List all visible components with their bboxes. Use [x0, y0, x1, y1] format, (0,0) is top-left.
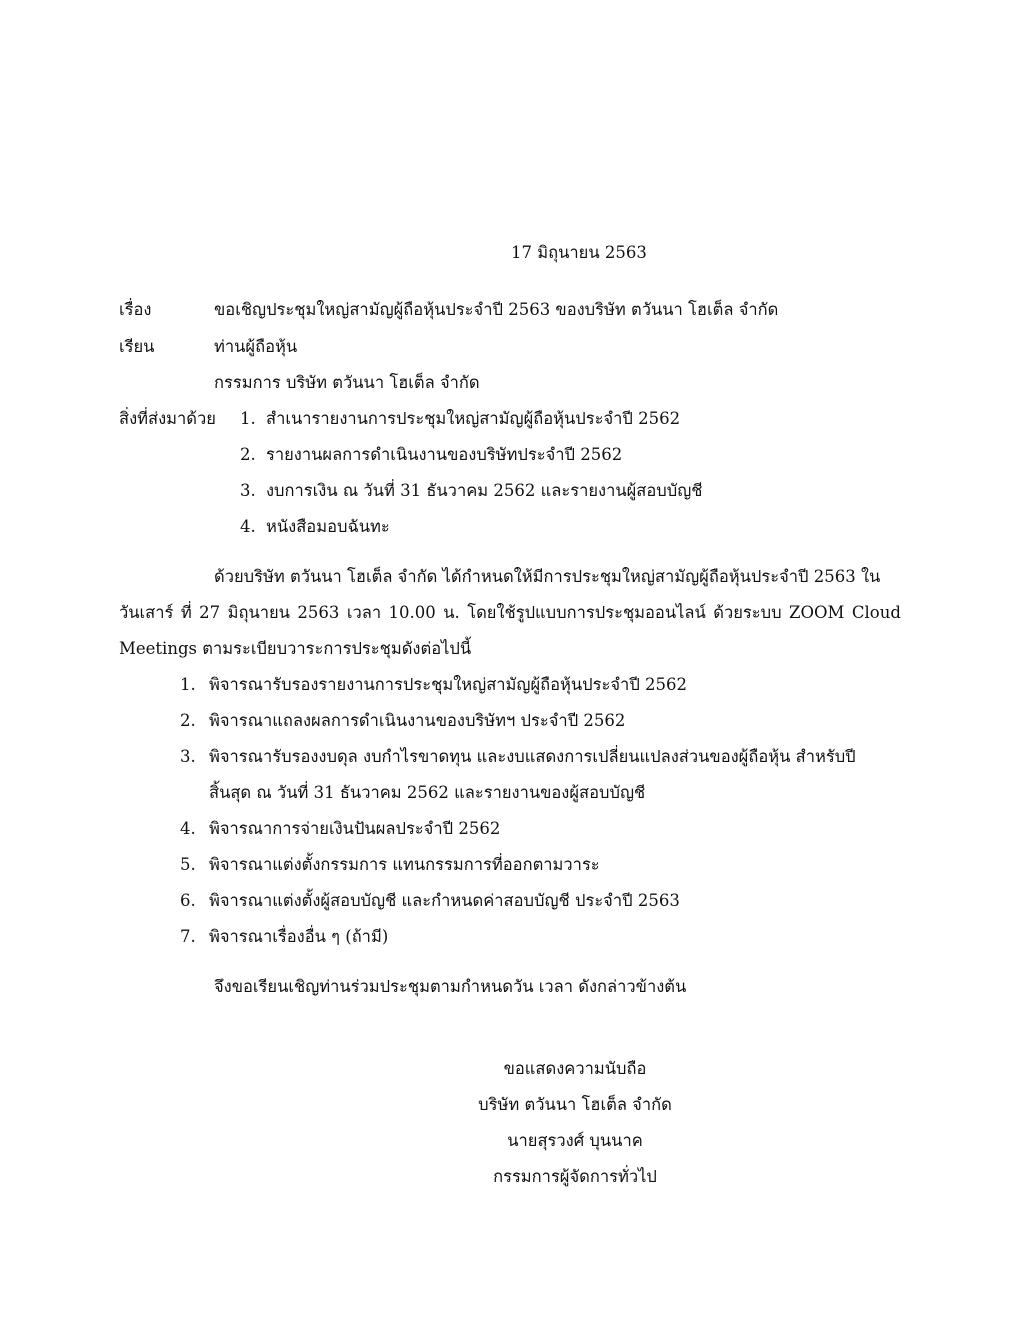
body-word: 2563	[297, 603, 340, 622]
body-word: โดยใช้รูปแบบการประชุมออนไลน์	[467, 603, 706, 622]
agenda-item-continued: สิ้นสุด ณ วันที่ 31 ธันวาคม 2562 และรายงานของผู้สอบบัญชี	[209, 783, 646, 802]
agenda-item: พิจารณารับรองรายงานการประชุมใหญ่สามัญผู้ถือหุ้นประจำปี 2562	[209, 675, 688, 694]
agenda-num: 1.	[180, 675, 196, 694]
agenda-num: 6.	[180, 891, 196, 910]
enclosure-num: 2.	[240, 445, 256, 464]
enclosure-num: 3.	[240, 481, 256, 500]
agenda-num: 4.	[180, 819, 196, 838]
body-word: 10.00	[388, 603, 436, 622]
agenda-item: พิจารณารับรองงบดุล งบกำไรขาดทุน และงบแสดงการเปลี่ยนแปลงส่วนของผู้ถือหุ้น สำหรับปี	[209, 747, 856, 766]
body-word: มิถุนายน	[227, 603, 290, 622]
enclosure-item: สำเนารายงานการประชุมใหญ่สามัญผู้ถือหุ้นประจำปี 2562	[266, 409, 681, 428]
agenda-item: พิจารณาแต่งตั้งผู้สอบบัญชี และกำหนดค่าสอบบัญชี ประจำปี 2563	[209, 891, 680, 910]
enclosure-num: 4.	[240, 517, 256, 536]
signature-name: นายสุรวงศ์ บุนนาค	[507, 1131, 643, 1150]
body-word: วันเสาร์	[119, 603, 174, 622]
signature-position: กรรมการผู้จัดการทั่วไป	[493, 1167, 657, 1186]
signature-company: บริษัท ตวันนา โฮเต็ล จำกัด	[478, 1095, 672, 1114]
body-word: Cloud	[851, 603, 901, 622]
agenda-num: 7.	[180, 927, 196, 946]
body-word: ZOOM	[789, 603, 845, 622]
body-word: 27	[199, 603, 221, 622]
body-word: น.	[443, 603, 460, 622]
agenda-num: 3.	[180, 747, 196, 766]
enclosures-label: สิ่งที่ส่งมาด้วย	[119, 409, 216, 428]
body-word: ด้วยระบบ	[713, 603, 782, 622]
letter-date: 17 มิถุนายน 2563	[511, 243, 647, 262]
agenda-item: พิจารณาเรื่องอื่น ๆ (ถ้ามี)	[209, 927, 389, 946]
body-paragraph-line-3: Meetings ตามระเบียบวาระการประชุมดังต่อไปนี้	[119, 639, 472, 658]
body-word: ที่	[180, 603, 192, 622]
body-paragraph-line-1: ด้วยบริษัท ตวันนา โฮเต็ล จำกัด ได้กำหนดให้มีการประชุมใหญ่สามัญผู้ถือหุ้นประจำปี 2563 ใน	[214, 567, 881, 586]
to-line-2: กรรมการ บริษัท ตวันนา โฮเต็ล จำกัด	[214, 373, 480, 392]
signature-regards: ขอแสดงความนับถือ	[503, 1059, 647, 1078]
enclosure-item: รายงานผลการดำเนินงานของบริษัทประจำปี 2562	[266, 445, 623, 464]
to-line-1: ท่านผู้ถือหุ้น	[214, 337, 298, 356]
agenda-item: พิจารณาแต่งตั้งกรรมการ แทนกรรมการที่ออกตามวาระ	[209, 855, 600, 874]
to-label: เรียน	[119, 337, 155, 356]
agenda-item: พิจารณาการจ่ายเงินปันผลประจำปี 2562	[209, 819, 501, 838]
agenda-item: พิจารณาแถลงผลการดำเนินงานของบริษัทฯ ประจำปี 2562	[209, 711, 626, 730]
agenda-num: 5.	[180, 855, 196, 874]
agenda-num: 2.	[180, 711, 196, 730]
enclosure-num: 1.	[240, 409, 256, 428]
body-word: เวลา	[346, 603, 382, 622]
body-paragraph-line-2	[119, 602, 901, 624]
subject-text: ขอเชิญประชุมใหญ่สามัญผู้ถือหุ้นประจำปี 2563 ของบริษัท ตวันนา โฮเต็ล จำกัด	[214, 300, 779, 319]
subject-label: เรื่อง	[119, 300, 152, 319]
enclosure-item: หนังสือมอบฉันทะ	[266, 517, 390, 536]
enclosure-item: งบการเงิน ณ วันที่ 31 ธันวาคม 2562 และรายงานผู้สอบบัญชี	[266, 481, 703, 500]
closing-sentence: จึงขอเรียนเชิญท่านร่วมประชุมตามกำหนดวัน เวลา ดังกล่าวข้างต้น	[214, 977, 687, 996]
